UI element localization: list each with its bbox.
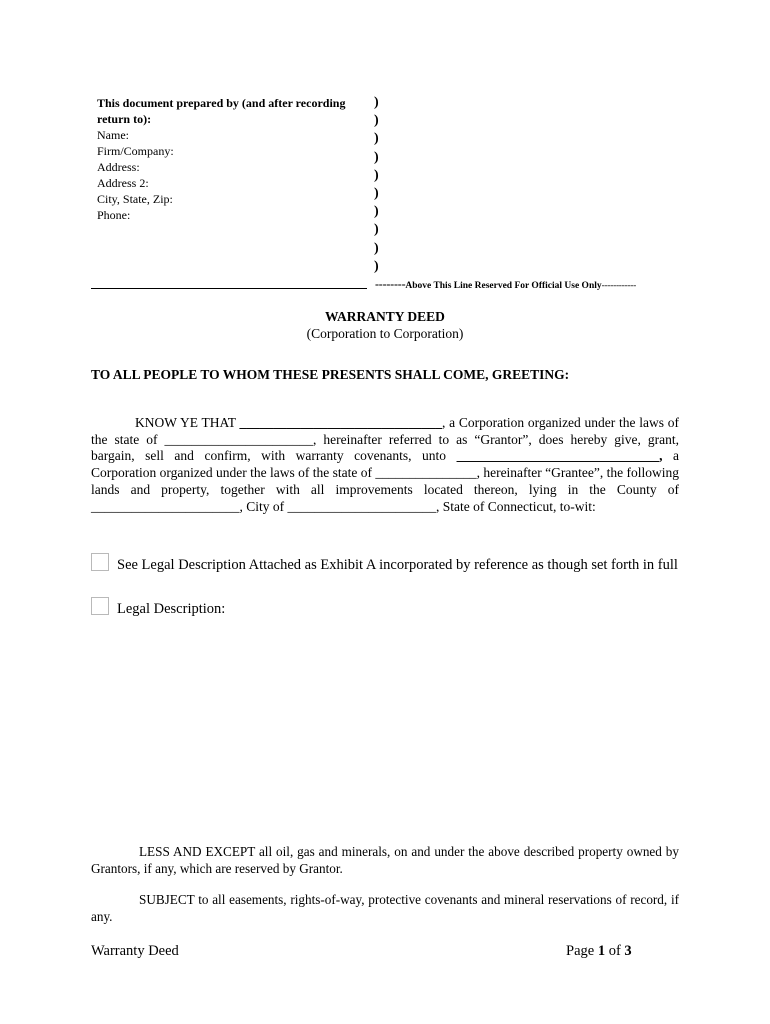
document-title: WARRANTY DEED [325,309,445,324]
page-word: Page [566,943,595,959]
preparer-name-label: Name: [97,128,129,142]
bracket-column [374,94,384,276]
document-subtitle: (Corporation to Corporation) [306,326,464,341]
bracket: ) [374,167,379,183]
less-and-except-paragraph [91,843,679,877]
bracket: ) [374,95,379,110]
preparer-firm-label: Firm/Company: [97,144,174,158]
bracket: ) [374,222,379,238]
official-use-notice [375,277,636,292]
body-part-3: a Corporation organized under the laws of the state of _______________, hereinafter “Grantee”, the following lands and property, together with all improvements located thereon, lying in the County of ______________________, City of ______________________, State of Connecticut, to-wit: [91,448,679,514]
preparer-heading-2: return to): [97,112,152,126]
footer-document-name: Warranty Deed [91,943,179,959]
bracket: ) [374,186,379,202]
reserved-dashes-left: -------- [375,277,406,291]
preparer-address-label: Address: [97,160,140,174]
exhibit-option-row[interactable] [91,553,679,574]
legal-description-label: Legal Description: [117,601,226,617]
of-word: of [608,943,621,959]
conveyance-paragraph [91,415,679,515]
grantor-name-blank[interactable]: ______________________________ [239,415,442,430]
exhibit-checkbox[interactable] [91,553,109,571]
bracket: ) [374,113,379,129]
reserved-dashes-right: ------------ [601,281,636,291]
bracket: ) [374,258,379,274]
recording-divider-line [91,288,367,289]
less-and-except-text: LESS AND EXCEPT all oil, gas and minerals, on and under the above described property owned by Grantors, if any, which are reserved by Grantor. [91,844,679,876]
reserved-text: Above This Line Reserved For Official Use Only [405,281,602,291]
preparer-address2-label: Address 2: [97,176,149,190]
bracket: ) [374,149,379,165]
preparer-city-label: City, State, Zip: [97,192,173,206]
greeting: TO ALL PEOPLE TO WHOM THESE PRESENTS SHALL COME, GREETING: [91,367,570,382]
legal-description-checkbox[interactable] [91,597,109,615]
preparer-heading-1: This document prepared by (and after recording [97,96,346,110]
exhibit-option-label: See Legal Description Attached as Exhibit A incorporated by reference as though set forth in full [117,557,678,573]
body-part-2: , a Corporation organized under the laws of the state of ______________________, hereinafter referred to as “Grantor”, does hereby give, grant, bargain, sell and confirm, with warranty covenants, unto [91,415,679,464]
preparer-phone-label: Phone: [97,208,131,222]
body-part-1: KNOW YE THAT [135,415,240,430]
preparer-block [97,95,372,223]
bracket: ) [374,131,379,147]
bracket: ) [374,204,379,220]
total-pages: 3 [624,943,632,959]
current-page: 1 [597,943,606,959]
subject-to-paragraph [91,891,679,925]
legal-description-option-row[interactable] [91,597,679,618]
footer-page-number [566,943,632,960]
grantee-name-blank[interactable]: ______________________________, [456,448,663,464]
bracket: ) [374,240,379,256]
subject-to-text: SUBJECT to all easements, rights-of-way, protective covenants and mineral reservations of record, if any. [91,892,679,924]
